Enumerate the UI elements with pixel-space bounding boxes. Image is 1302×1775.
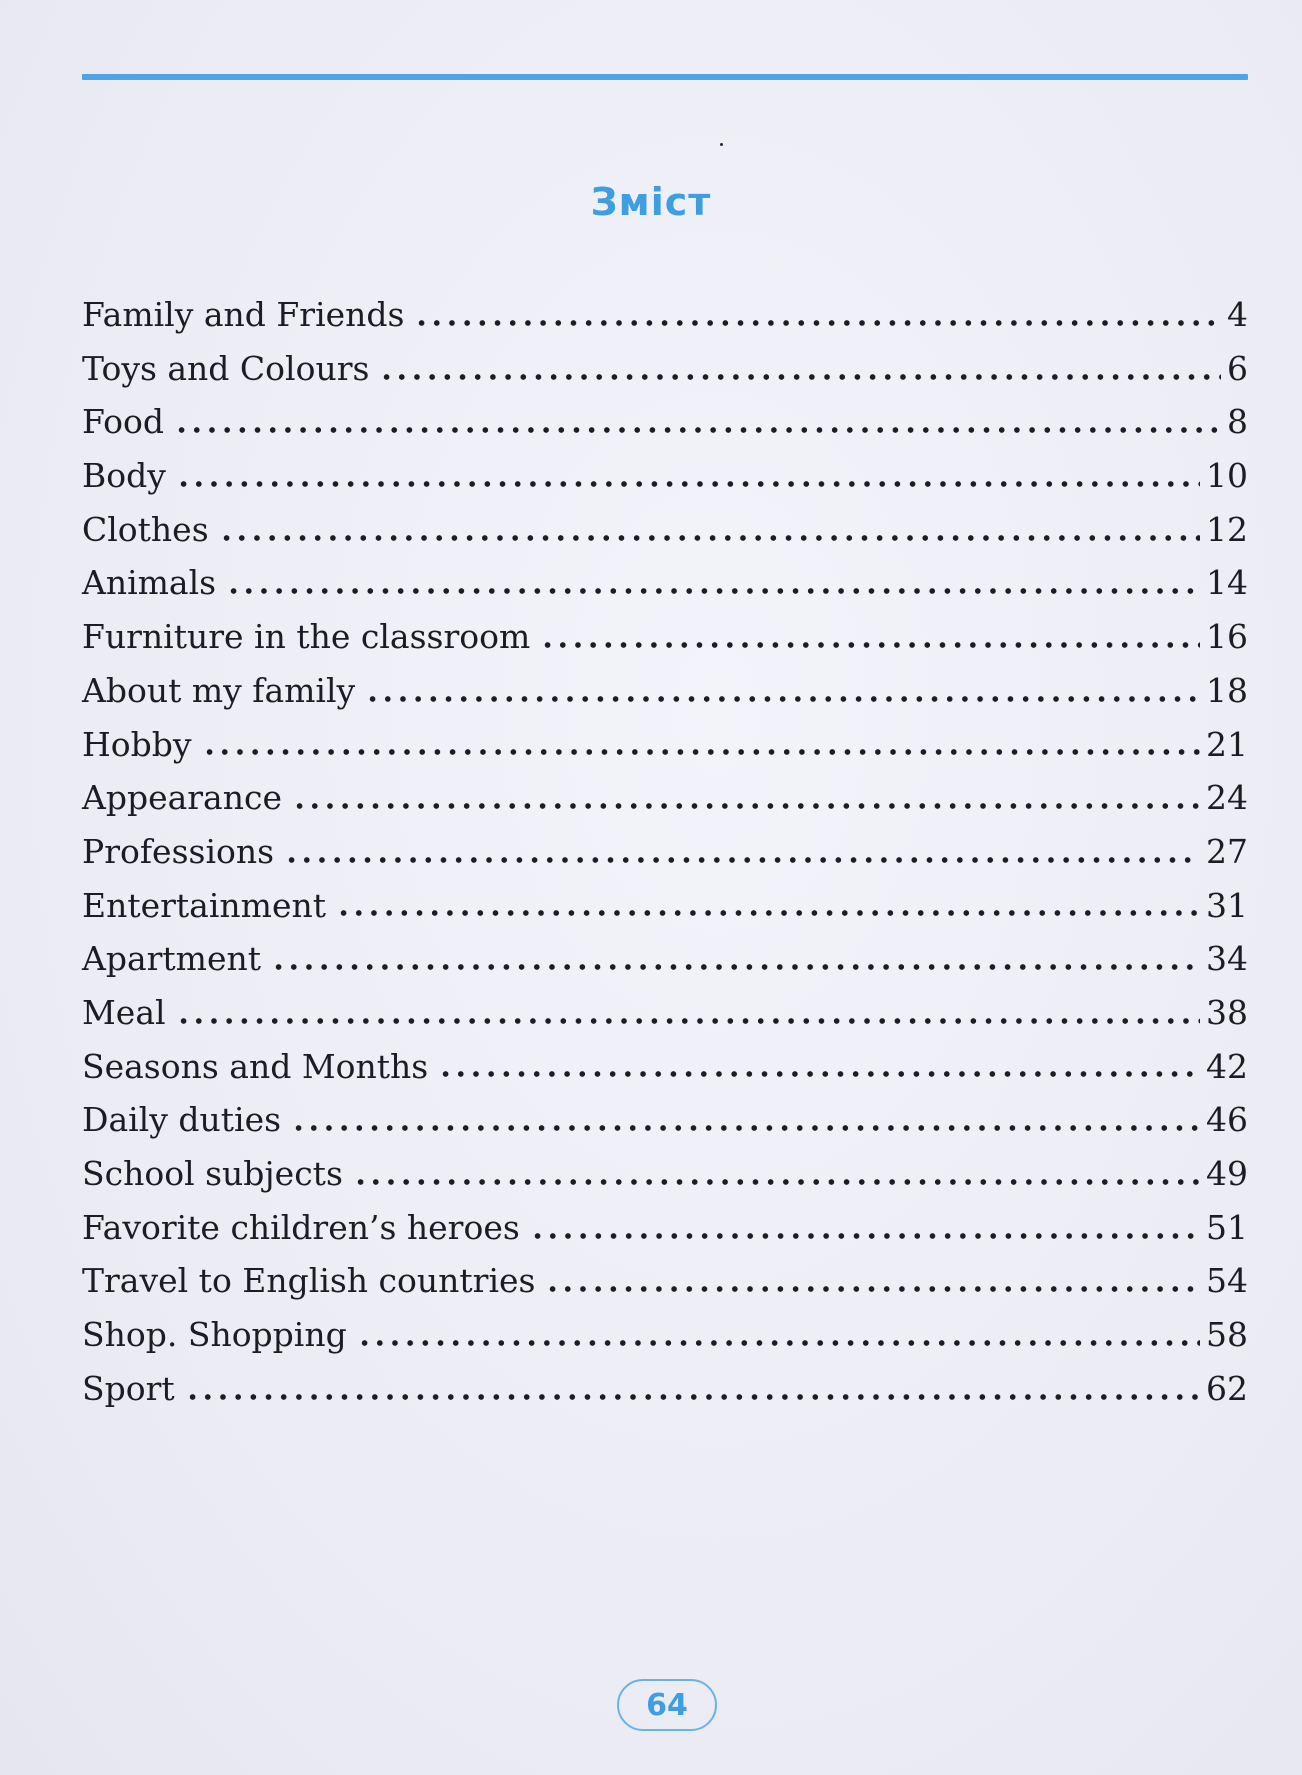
toc-entry[interactable] <box>82 1362 1248 1416</box>
dot-leader <box>414 318 1221 328</box>
toc-entry-page-number: 42 <box>1206 1046 1248 1086</box>
toc-entry[interactable] <box>82 556 1248 610</box>
toc-entry-title: Appearance <box>82 778 282 818</box>
toc-entry[interactable] <box>82 1093 1248 1147</box>
dot-leader <box>176 1016 1200 1026</box>
dot-leader <box>336 908 1200 918</box>
toc-entry[interactable] <box>82 395 1248 449</box>
toc-entry-page-number: 8 <box>1227 402 1248 442</box>
dot-leader <box>226 586 1200 596</box>
toc-entry[interactable] <box>82 1201 1248 1255</box>
toc-entry-title: Favorite children’s heroes <box>82 1207 520 1247</box>
dot-leader <box>353 1177 1200 1187</box>
dot-leader <box>357 1338 1200 1348</box>
toc-entry-title: Family and Friends <box>82 295 405 334</box>
dot-leader <box>174 425 1221 435</box>
toc-entry[interactable] <box>82 986 1248 1040</box>
toc-entry-page-number: 24 <box>1206 778 1248 818</box>
dot-leader <box>530 1231 1200 1241</box>
toc-entry-page-number: 62 <box>1206 1368 1248 1408</box>
toc-entry-title: Toys and Colours <box>82 348 370 388</box>
toc-entry-title: Daily duties <box>82 1100 282 1140</box>
toc-entry-title: Animals <box>82 563 217 603</box>
toc-entry-title: School subjects <box>82 1154 343 1193</box>
toc-entry[interactable] <box>82 771 1248 825</box>
toc-entry-page-number: 27 <box>1206 831 1248 871</box>
toc-entry[interactable] <box>82 825 1248 879</box>
dot-leader <box>438 1069 1200 1079</box>
toc-entry-page-number: 58 <box>1206 1315 1248 1355</box>
toc-entry-page-number: 38 <box>1206 992 1248 1032</box>
toc-entry-title: Food <box>82 402 164 442</box>
dot-leader <box>365 694 1200 704</box>
dot-leader <box>540 640 1200 650</box>
dot-leader <box>291 1123 1200 1133</box>
toc-entry[interactable] <box>82 932 1248 986</box>
toc-entry[interactable] <box>82 1308 1248 1362</box>
toc-entry-title: Body <box>82 456 166 496</box>
toc-entry-title: About my family <box>82 670 356 710</box>
toc-entry-page-number: 21 <box>1206 724 1248 764</box>
toc-entry-title: Sport <box>82 1368 175 1408</box>
toc-entry-title: Shop. Shopping <box>82 1315 347 1355</box>
toc-entry[interactable] <box>82 342 1248 396</box>
toc-entry-page-number: 16 <box>1206 617 1248 657</box>
toc-entry[interactable] <box>82 664 1248 718</box>
dot-leader <box>271 962 1200 972</box>
toc-entry[interactable] <box>82 879 1248 933</box>
toc-entry[interactable] <box>82 1040 1248 1094</box>
dot-leader <box>545 1284 1200 1294</box>
toc-entry-page-number: 10 <box>1206 456 1248 496</box>
dot-leader <box>176 479 1200 489</box>
toc-entry[interactable] <box>82 449 1248 503</box>
toc-entry[interactable] <box>82 503 1248 557</box>
toc-entry[interactable] <box>82 610 1248 664</box>
toc-entry-page-number: 31 <box>1206 885 1248 925</box>
toc-entry[interactable] <box>82 288 1248 342</box>
toc-entry[interactable] <box>82 1147 1248 1201</box>
print-speck <box>720 143 723 146</box>
dot-leader <box>219 533 1200 543</box>
toc-entry-page-number: 49 <box>1206 1154 1248 1193</box>
toc-entry-page-number: 34 <box>1206 939 1248 979</box>
toc-entry-page-number: 4 <box>1227 295 1248 334</box>
toc-entry-page-number: 12 <box>1206 509 1248 549</box>
table-of-contents <box>82 288 1248 1415</box>
header-rule <box>82 74 1248 80</box>
toc-entry-title: Professions <box>82 831 275 871</box>
toc-entry-title: Hobby <box>82 724 192 764</box>
toc-entry-page-number: 51 <box>1206 1207 1248 1247</box>
toc-entry-page-number: 14 <box>1206 563 1248 603</box>
toc-entry-page-number: 6 <box>1227 348 1248 388</box>
dot-leader <box>379 372 1221 382</box>
toc-entry-page-number: 46 <box>1206 1100 1248 1140</box>
toc-entry[interactable] <box>82 1254 1248 1308</box>
toc-entry-page-number: 18 <box>1206 670 1248 710</box>
toc-entry-page-number: 54 <box>1206 1261 1248 1301</box>
dot-leader <box>202 747 1200 757</box>
dot-leader <box>185 1392 1200 1402</box>
toc-entry-title: Apartment <box>82 939 262 979</box>
toc-entry-title: Furniture in the classroom <box>82 617 531 657</box>
toc-entry-title: Clothes <box>82 509 209 549</box>
toc-entry[interactable] <box>82 718 1248 772</box>
toc-entry-title: Travel to English countries <box>82 1261 536 1301</box>
dot-leader <box>284 855 1200 865</box>
dot-leader <box>292 801 1200 811</box>
page-title: Зміст <box>590 180 712 224</box>
toc-entry-title: Meal <box>82 992 166 1032</box>
toc-entry-title: Entertainment <box>82 885 326 925</box>
page-number-badge: 64 <box>617 1679 717 1731</box>
toc-entry-title: Seasons and Months <box>82 1046 429 1086</box>
